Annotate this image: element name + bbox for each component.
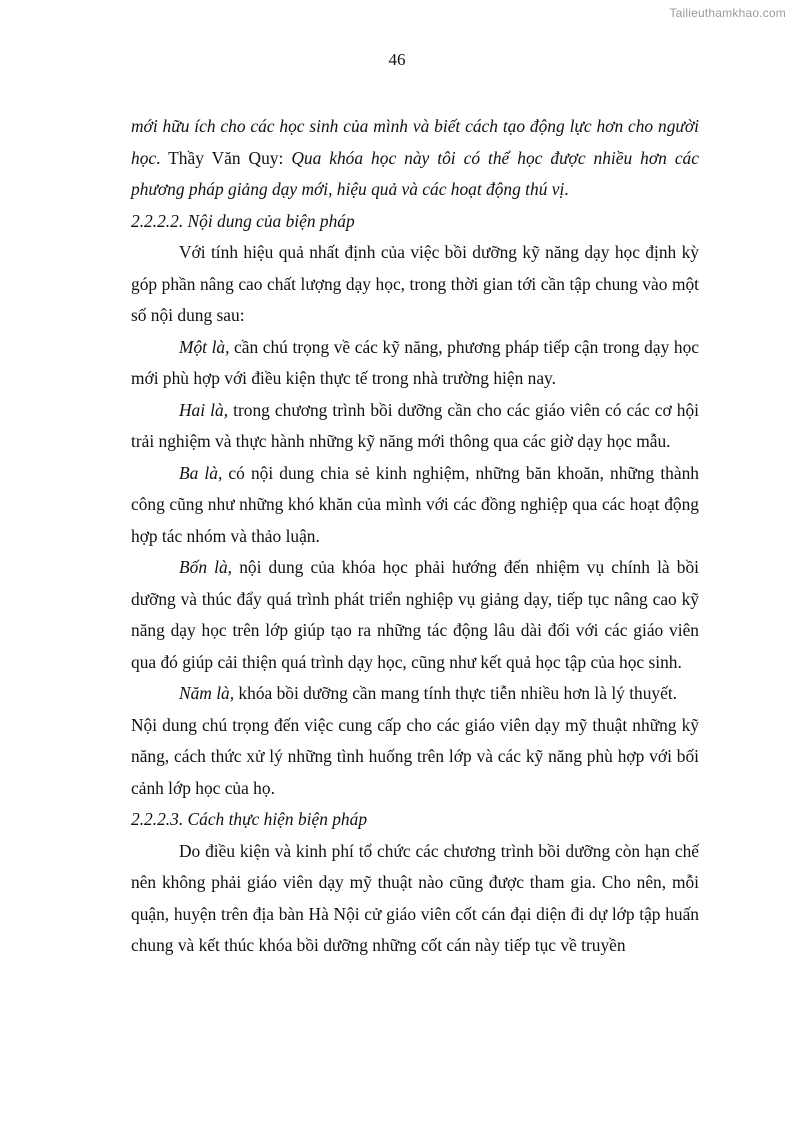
list-item-lead: Bốn là, — [179, 557, 233, 577]
implementation-paragraph: Do điều kiện và kinh phí tổ chức các chương trình bồi dưỡng còn hạn chế nên không phải giáo viên dạy mỹ thuật nào cũng được tham gia. Cho nên, mỗi quận, huyện trên địa bàn Hà Nội cử giáo viên cốt cán đại diện đi dự lớp tập huấn chung và kết thúc khóa bồi dưỡng những cốt cán này tiếp tục về truyền — [131, 840, 699, 955]
list-item-text: có nội dung chia sẻ kinh nghiệm, những băn khoăn, những thành công cũng như những khó khăn của mình với các đồng nghiệp qua các hoạt động hợp tác nhóm và thảo luận. — [131, 462, 699, 546]
page-number: 46 — [388, 50, 406, 69]
list-item-lead: Một là, — [179, 336, 230, 357]
list-item-text: cần chú trọng về các kỹ năng, phương pháp tiếp cận trong dạy học mới phù hợp với điều kiện thực tế trong nhà trường hiện nay. — [131, 336, 699, 388]
list-item — [131, 552, 699, 678]
intro-paragraph — [131, 111, 699, 206]
followup-paragraph: Nội dung chú trọng đến việc cung cấp cho các giáo viên dạy mỹ thuật những kỹ năng, cách thức xử lý những tình huống trên lớp và các kỹ năng phù hợp với bối cảnh lớp học của họ. — [131, 714, 699, 798]
list-item-lead: Ba là, — [179, 462, 223, 483]
list-item — [131, 458, 699, 553]
intro-plain-1: . Thầy Văn Quy: — [156, 147, 292, 168]
intro-plain-2: . — [564, 179, 569, 199]
section-heading-2-2-2-3: 2.2.2.3. Cách thực hiện biện pháp — [131, 809, 368, 829]
list-item — [131, 395, 699, 458]
list-item-text: trong chương trình bồi dưỡng cần cho các giáo viên có các cơ hội trải nghiệm và thực hành những kỹ năng mới thông qua các giờ dạy học mẫu. — [131, 399, 699, 451]
list-item — [131, 332, 699, 395]
section-intro-paragraph: Với tính hiệu quả nhất định của việc bồi dưỡng kỹ năng dạy học định kỳ góp phần nâng cao chất lượng dạy học, trong thời gian tới cần tập chung vào một số nội dung sau: — [131, 242, 699, 325]
list-item-lead: Hai là, — [179, 399, 229, 420]
section-heading-2-2-2-2: 2.2.2.2. Nội dung của biện pháp — [131, 210, 355, 231]
list-item-text: nội dung của khóa học phải hướng đến nhiệm vụ chính là bồi dưỡng và thúc đẩy quá trình phát triển nghiệp vụ giảng dạy, tiếp tục nâng cao kỹ năng dạy học trên lớp giúp tạo ra những tác động lâu dài đối với các giáo viên qua đó giúp cải thiện quá trình dạy học, cũng như kết quả học tập của học sinh. — [131, 557, 699, 672]
intro-italic-quote-1: mới hữu ích cho các học sinh của mình và biết cách tạo động lực hơn cho người học — [131, 116, 699, 168]
watermark: Tailieuthamkhao.com — [669, 6, 786, 20]
list-item-text: khóa bồi dưỡng cần mang tính thực tiễn nhiều hơn là lý thuyết. — [234, 683, 678, 703]
intro-italic-quote-2: Qua khóa học này tôi có thể học được nhiều hơn các phương pháp giảng dạy mới, hiệu quả và các hoạt động thú vị — [131, 147, 699, 199]
list-item — [131, 678, 699, 710]
document-body — [131, 111, 699, 962]
list-item-lead: Năm là, — [179, 683, 235, 703]
